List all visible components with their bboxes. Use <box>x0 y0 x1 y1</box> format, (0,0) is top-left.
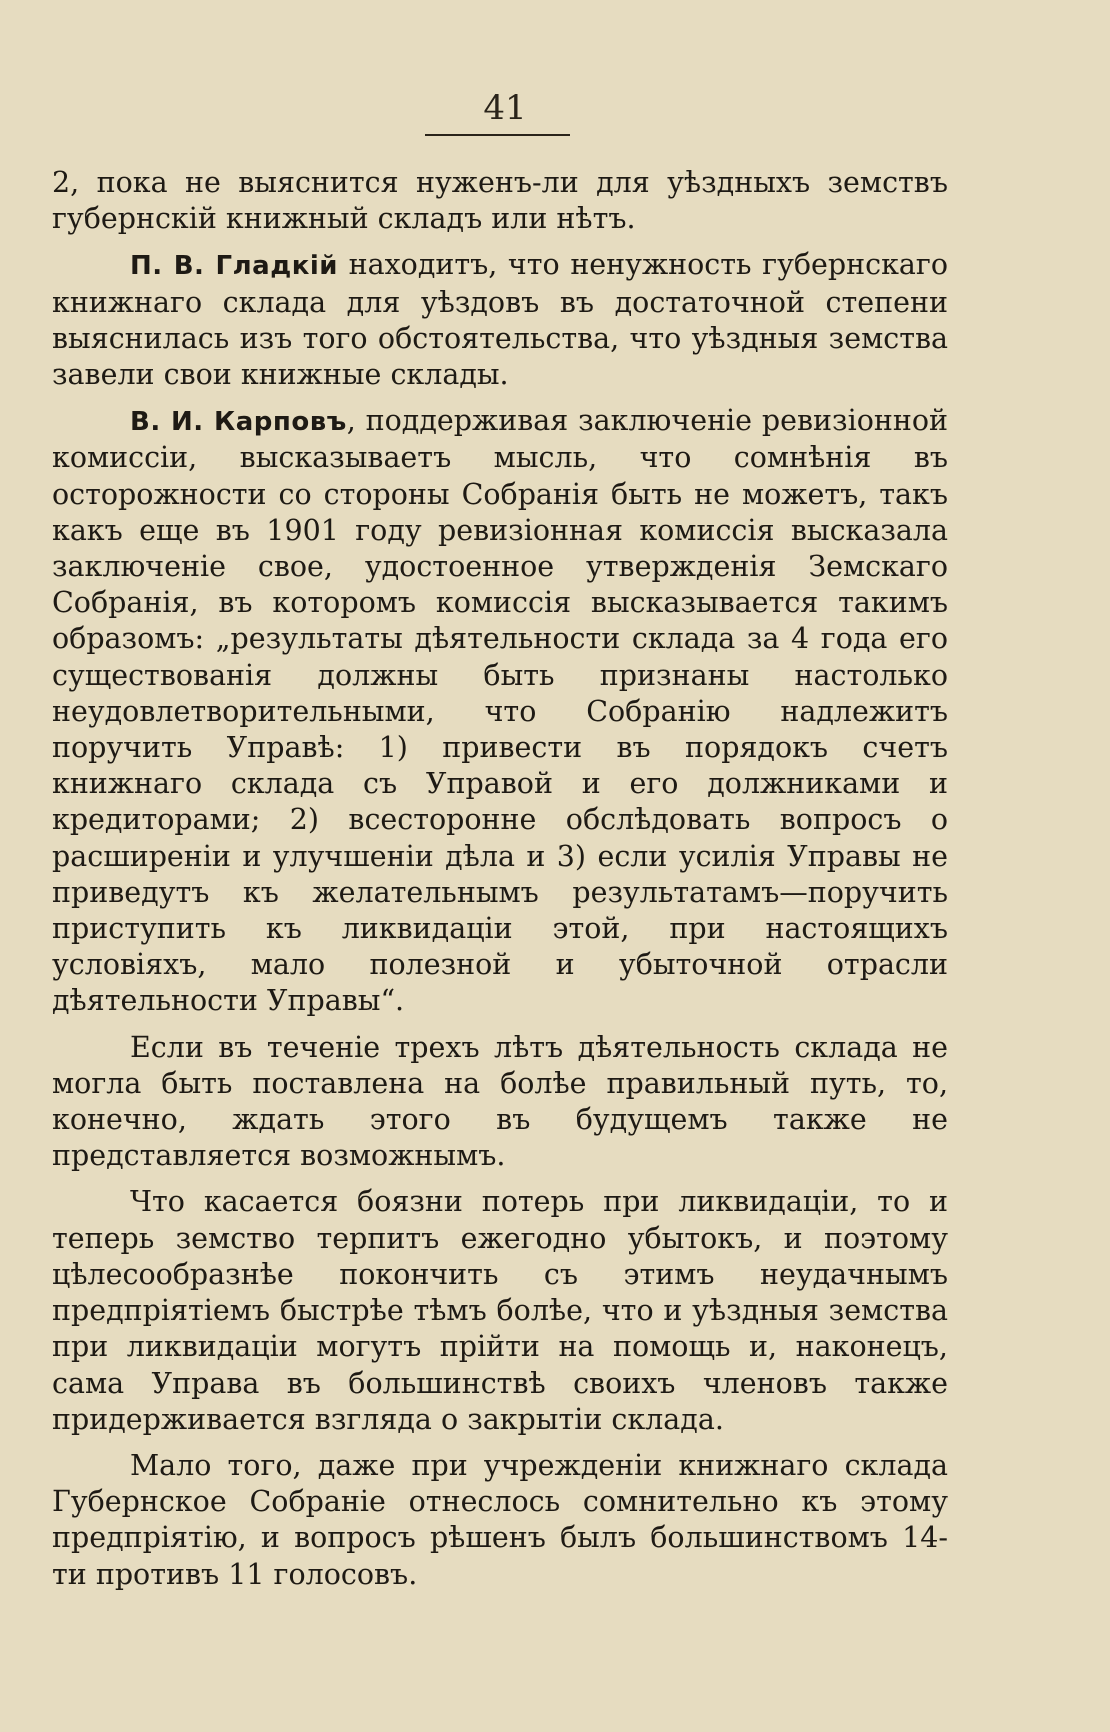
paragraph-4 <box>52 1030 948 1175</box>
paragraph-1 <box>52 165 948 237</box>
paragraph-6 <box>52 1448 948 1593</box>
page-number-rule <box>425 134 570 136</box>
speaker-name: В. И. Карповъ <box>130 407 347 438</box>
paragraph-2 <box>52 247 948 393</box>
paragraph-text: 2, пока не выяснится нуженъ-ли для уѣздныхъ земствъ губернскій книжный складъ или нѣтъ. <box>52 166 948 236</box>
paragraph-text: находитъ, что ненужность губернскаго книжнаго склада для уѣздовъ въ достаточной степени выяснилась изъ того обстоятельства, что уѣздныя земства завели свои книжные склады. <box>52 248 948 392</box>
paragraph-5 <box>52 1184 948 1437</box>
document-body <box>52 165 948 1603</box>
paragraph-3 <box>52 403 948 1019</box>
paragraph-text: Что касается боязни потерь при ликвидаціи, то и теперь земство терпитъ ежегодно убытокъ, и поэтому цѣлесообразнѣе покончить съ этимъ неудачнымъ предпріятіемъ быстрѣе тѣмъ болѣе, что и уѣздныя земства при ликвидаціи могутъ прійти на помощь и, наконецъ, сама Управа въ большинствѣ своихъ членовъ также придерживается взгляда о закрытіи склада. <box>52 1185 948 1436</box>
paragraph-text: Если въ теченіе трехъ лѣтъ дѣятельность склада не могла быть поставлена на болѣе правильный путь, то, конечно, ждать этого въ будущемъ также не представляется возможнымъ. <box>52 1030 948 1173</box>
speaker-name: П. В. Гладкій <box>130 251 338 282</box>
page-number: 41 <box>483 88 527 128</box>
paragraph-text: Мало того, даже при учрежденіи книжнаго склада Губернское Собраніе отнеслось сомнительно къ этому предпріятію, и вопросъ рѣшенъ былъ большинствомъ 14-ти противъ 11 голосовъ. <box>52 1448 948 1591</box>
paragraph-text: , поддерживая заключеніе ревизіонной комиссіи, высказываетъ мысль, что сомнѣнія въ осторожности со стороны Собранія быть не можетъ, такъ какъ еще въ 1901 году ревизіонная комиссія высказала заключеніе свое, удостоенное утвержденія Земскаго Собранія, въ которомъ комиссія высказывается такимъ образомъ: „результаты дѣятельности склада за 4 года его существованія должны быть признаны настолько неудовлетворительными, что Собранію надлежитъ поручить Управѣ: 1) привести въ порядокъ счетъ книжнаго склада съ Управой и его должниками и кредиторами; 2) всесторонне обслѣдовать вопросъ о расширеніи и улучшеніи дѣла и 3) если усилія Управы не приведутъ къ желательнымъ результатамъ—поручить приступить къ ликвидаціи этой, при настоящихъ условіяхъ, мало полезной и убыточной отрасли дѣятельности Управы“. <box>52 404 949 1018</box>
